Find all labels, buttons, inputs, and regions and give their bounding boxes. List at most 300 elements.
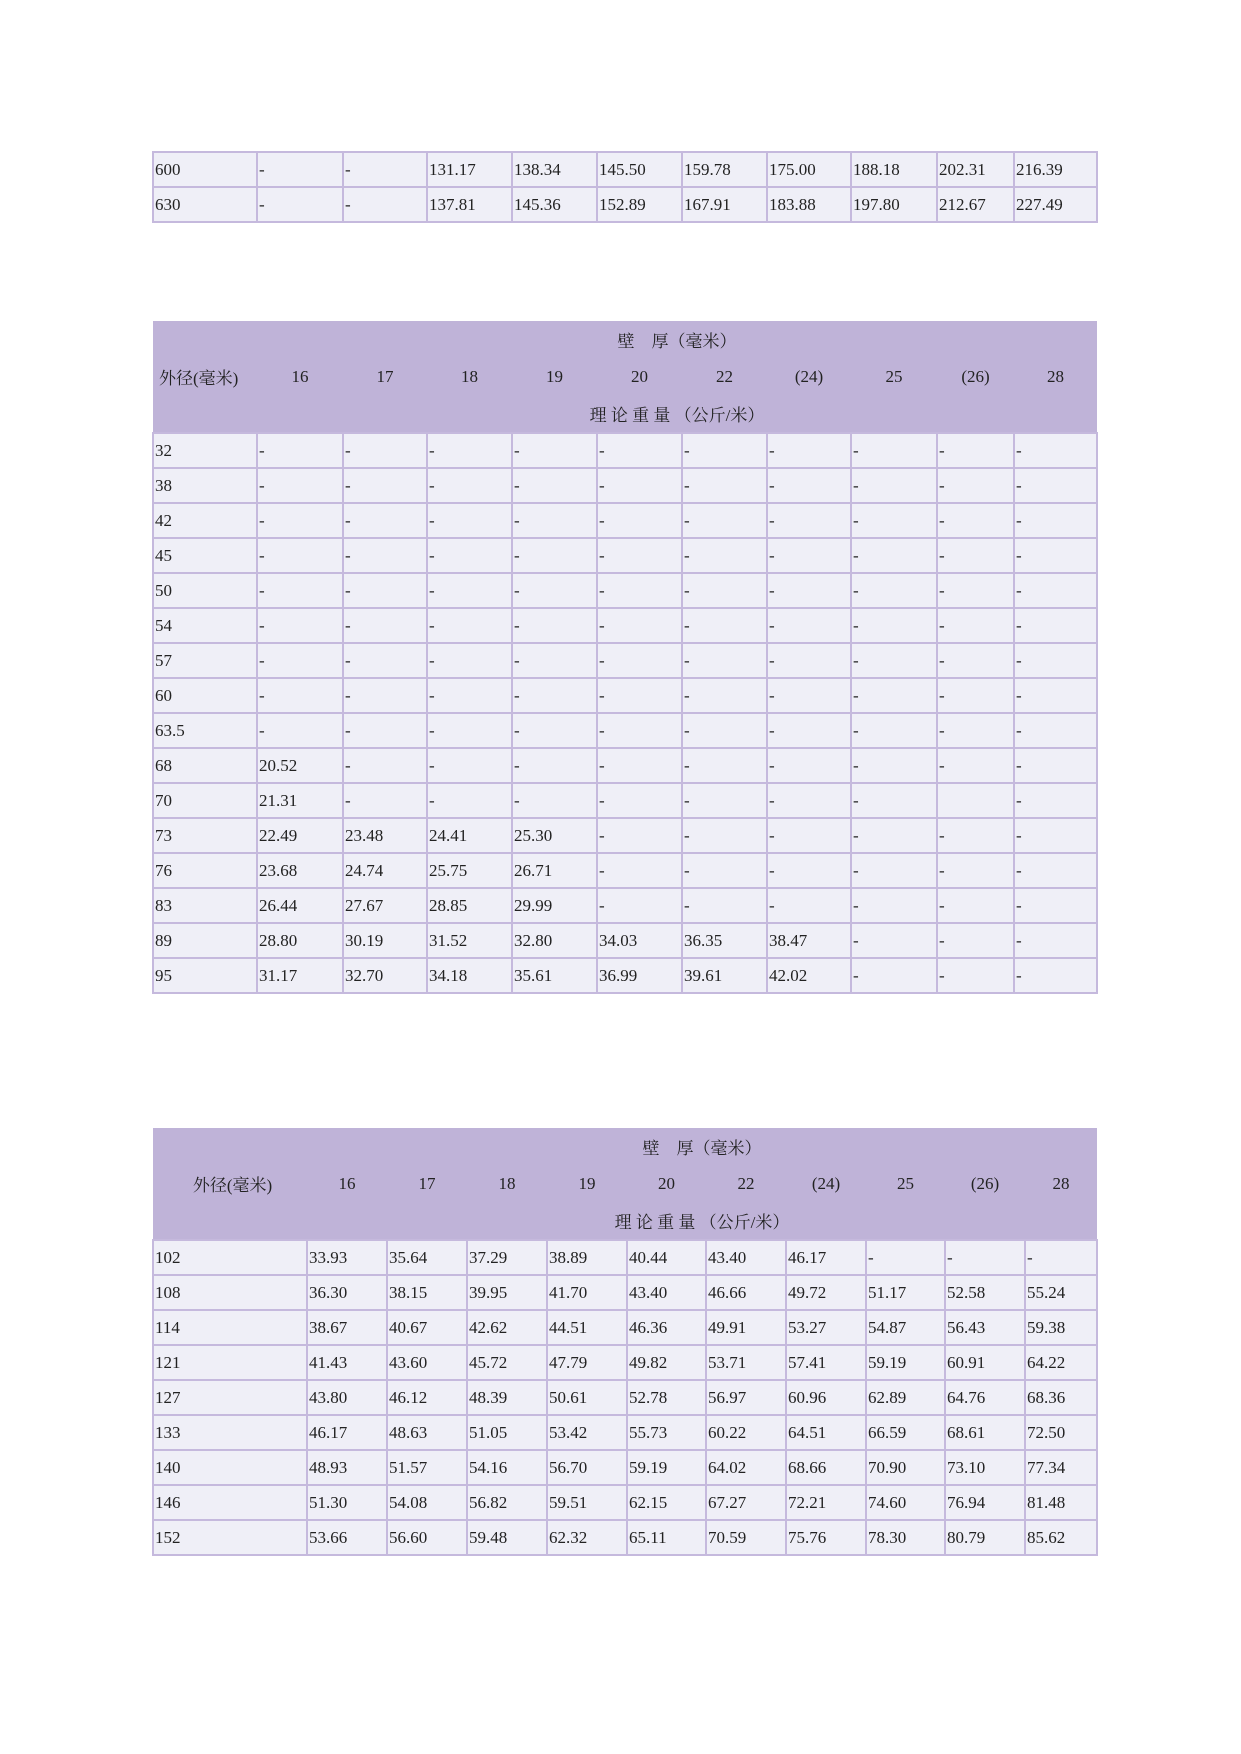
weight-cell: - <box>682 853 767 888</box>
weight-cell: 72.50 <box>1025 1415 1097 1450</box>
weight-cell: - <box>512 678 597 713</box>
outer-diameter-cell: 133 <box>153 1415 307 1450</box>
weight-cell: 40.44 <box>627 1240 706 1275</box>
outer-diameter-cell: 114 <box>153 1310 307 1345</box>
weight-cell: 49.82 <box>627 1345 706 1380</box>
weight-cell: - <box>1014 538 1097 573</box>
weight-cell: 42.62 <box>467 1310 547 1345</box>
outer-diameter-cell: 32 <box>153 433 257 468</box>
weight-cell: - <box>851 783 937 818</box>
weight-cell: 54.08 <box>387 1485 467 1520</box>
outer-diameter-cell: 38 <box>153 468 257 503</box>
weight-cell: - <box>1014 503 1097 538</box>
weight-cell: 46.66 <box>706 1275 786 1310</box>
weight-cell: - <box>512 608 597 643</box>
weight-cell: - <box>682 748 767 783</box>
weight-cell: - <box>1014 748 1097 783</box>
weight-cell: 70.90 <box>866 1450 945 1485</box>
weight-cell: 72.21 <box>786 1485 866 1520</box>
weight-cell: - <box>937 888 1014 923</box>
weight-cell: 32.80 <box>512 923 597 958</box>
weight-cell: - <box>597 468 682 503</box>
weight-cell: 131.17 <box>427 152 512 187</box>
weight-cell: 29.99 <box>512 888 597 923</box>
weight-cell: 212.67 <box>937 187 1014 222</box>
weight-cell: 76.94 <box>945 1485 1025 1520</box>
weight-cell: - <box>343 152 427 187</box>
weight-cell: - <box>597 643 682 678</box>
weight-cell: 68.66 <box>786 1450 866 1485</box>
weight-cell: 24.41 <box>427 818 512 853</box>
outer-diameter-cell: 76 <box>153 853 257 888</box>
weight-cell: 46.12 <box>387 1380 467 1415</box>
weight-cell: 56.82 <box>467 1485 547 1520</box>
outer-diameter-cell: 60 <box>153 678 257 713</box>
weight-cell: 227.49 <box>1014 187 1097 222</box>
weight-cell: 47.79 <box>547 1345 627 1380</box>
weight-cell: - <box>512 713 597 748</box>
outer-diameter-cell: 68 <box>153 748 257 783</box>
weight-cell: 183.88 <box>767 187 851 222</box>
weight-cell: 28.85 <box>427 888 512 923</box>
table-row <box>153 1240 1097 1275</box>
weight-cell: 57.41 <box>786 1345 866 1380</box>
weight-cell: - <box>1014 468 1097 503</box>
weight-cell: 145.36 <box>512 187 597 222</box>
weight-cell: 138.34 <box>512 152 597 187</box>
weight-cell: - <box>1014 713 1097 748</box>
outer-diameter-cell: 73 <box>153 818 257 853</box>
weight-cell: 152.89 <box>597 187 682 222</box>
thickness-header: 20 <box>627 1165 706 1202</box>
weight-cell: 78.30 <box>866 1520 945 1555</box>
weight-cell: - <box>937 573 1014 608</box>
weight-cell: - <box>427 538 512 573</box>
weight-cell: 75.76 <box>786 1520 866 1555</box>
table-row <box>153 187 1097 222</box>
weight-cell: 25.30 <box>512 818 597 853</box>
weight-cell: - <box>597 888 682 923</box>
weight-cell: - <box>851 573 937 608</box>
weight-cell: 197.80 <box>851 187 937 222</box>
weight-cell: 23.68 <box>257 853 343 888</box>
table-row <box>153 538 1097 573</box>
weight-cell: - <box>427 678 512 713</box>
weight-cell: - <box>343 538 427 573</box>
weight-cell: 42.02 <box>767 958 851 993</box>
weight-cell: 26.44 <box>257 888 343 923</box>
weight-cell: - <box>597 853 682 888</box>
weight-cell: - <box>851 748 937 783</box>
weight-cell: 64.02 <box>706 1450 786 1485</box>
weight-cell: 49.72 <box>786 1275 866 1310</box>
outer-diameter-cell: 630 <box>153 187 257 222</box>
weight-cell: 74.60 <box>866 1485 945 1520</box>
weight-cell: - <box>257 713 343 748</box>
weight-cell: 41.43 <box>307 1345 387 1380</box>
weight-cell: - <box>937 643 1014 678</box>
weight-cell: 51.05 <box>467 1415 547 1450</box>
weight-cell: - <box>597 678 682 713</box>
weight-cell: - <box>512 538 597 573</box>
thickness-header: (26) <box>945 1165 1025 1202</box>
thickness-header: 22 <box>706 1165 786 1202</box>
weight-cell: 38.67 <box>307 1310 387 1345</box>
weight-cell: - <box>851 923 937 958</box>
weight-cell: - <box>512 433 597 468</box>
weight-cell: 34.18 <box>427 958 512 993</box>
weight-cell: - <box>851 853 937 888</box>
weight-cell: 37.29 <box>467 1240 547 1275</box>
weight-cell: - <box>851 468 937 503</box>
thickness-header: 25 <box>851 358 937 395</box>
weight-cell: - <box>343 748 427 783</box>
table-row <box>153 608 1097 643</box>
weight-table-od-102-152 <box>152 1128 1098 1556</box>
weight-cell: - <box>427 608 512 643</box>
weight-cell: - <box>512 643 597 678</box>
weight-cell: - <box>427 433 512 468</box>
weight-cell: 70.59 <box>706 1520 786 1555</box>
weight-cell: 26.71 <box>512 853 597 888</box>
weight-cell: - <box>1014 643 1097 678</box>
weight-cell: 32.70 <box>343 958 427 993</box>
weight-cell: - <box>1014 958 1097 993</box>
header-unit-row <box>153 1202 1097 1240</box>
weight-cell: 52.58 <box>945 1275 1025 1310</box>
table-row <box>153 923 1097 958</box>
weight-cell: 24.74 <box>343 853 427 888</box>
weight-cell: 40.67 <box>387 1310 467 1345</box>
thickness-header: 18 <box>467 1165 547 1202</box>
theoretical-weight-label: 理 论 重 量 （公斤/米） <box>257 395 1097 433</box>
weight-cell: 36.35 <box>682 923 767 958</box>
weight-cell: 216.39 <box>1014 152 1097 187</box>
weight-cell: - <box>767 573 851 608</box>
weight-cell: 43.60 <box>387 1345 467 1380</box>
thickness-header: 19 <box>512 358 597 395</box>
weight-cell: - <box>767 678 851 713</box>
weight-cell: - <box>767 538 851 573</box>
weight-cell: - <box>1014 853 1097 888</box>
weight-cell: 35.64 <box>387 1240 467 1275</box>
thickness-header: 16 <box>257 358 343 395</box>
weight-cell: - <box>343 713 427 748</box>
weight-cell: - <box>767 643 851 678</box>
table-row <box>153 1485 1097 1520</box>
weight-cell: - <box>427 503 512 538</box>
weight-cell: 145.50 <box>597 152 682 187</box>
weight-cell: - <box>851 433 937 468</box>
outer-diameter-cell: 102 <box>153 1240 307 1275</box>
weight-cell: - <box>937 748 1014 783</box>
outer-diameter-header: 外径(毫米) <box>153 1165 307 1202</box>
thickness-header: 25 <box>866 1165 945 1202</box>
weight-cell: 51.17 <box>866 1275 945 1310</box>
weight-cell: 46.17 <box>786 1240 866 1275</box>
header-spacer <box>153 1202 307 1240</box>
weight-cell: - <box>945 1240 1025 1275</box>
weight-cell: - <box>427 748 512 783</box>
table-row <box>153 958 1097 993</box>
weight-table-continued <box>152 151 1098 223</box>
weight-cell: 48.63 <box>387 1415 467 1450</box>
weight-cell: - <box>257 187 343 222</box>
weight-cell: 43.40 <box>627 1275 706 1310</box>
weight-cell: - <box>682 433 767 468</box>
outer-diameter-cell: 89 <box>153 923 257 958</box>
weight-cell: 59.38 <box>1025 1310 1097 1345</box>
table-row <box>153 152 1097 187</box>
weight-cell: 31.52 <box>427 923 512 958</box>
weight-cell: 56.60 <box>387 1520 467 1555</box>
weight-cell: - <box>597 503 682 538</box>
header-unit-row <box>153 395 1097 433</box>
weight-cell: 21.31 <box>257 783 343 818</box>
weight-cell: - <box>937 818 1014 853</box>
outer-diameter-cell: 57 <box>153 643 257 678</box>
weight-cell: - <box>767 433 851 468</box>
weight-cell: 64.76 <box>945 1380 1025 1415</box>
weight-cell: 55.24 <box>1025 1275 1097 1310</box>
weight-cell: - <box>682 538 767 573</box>
weight-cell: 30.19 <box>343 923 427 958</box>
weight-cell: 67.27 <box>706 1485 786 1520</box>
weight-cell: - <box>937 538 1014 573</box>
weight-cell: - <box>257 608 343 643</box>
weight-cell: - <box>343 608 427 643</box>
header-title-row <box>153 1128 1097 1165</box>
weight-cell: - <box>257 678 343 713</box>
weight-cell: - <box>851 818 937 853</box>
weight-cell: - <box>767 608 851 643</box>
weight-cell: - <box>512 468 597 503</box>
weight-cell: - <box>257 573 343 608</box>
weight-cell: - <box>1014 783 1097 818</box>
weight-cell: 20.52 <box>257 748 343 783</box>
weight-cell: 68.36 <box>1025 1380 1097 1415</box>
weight-cell: 167.91 <box>682 187 767 222</box>
weight-cell: - <box>937 678 1014 713</box>
header-thickness-row <box>153 1165 1097 1202</box>
table-row <box>153 678 1097 713</box>
weight-cell: 77.34 <box>1025 1450 1097 1485</box>
weight-cell: - <box>851 643 937 678</box>
outer-diameter-cell: 127 <box>153 1380 307 1415</box>
weight-cell: - <box>343 573 427 608</box>
weight-cell: 49.91 <box>706 1310 786 1345</box>
weight-cell: - <box>427 573 512 608</box>
header-spacer <box>153 395 257 433</box>
weight-cell: - <box>767 748 851 783</box>
weight-cell: - <box>1014 888 1097 923</box>
weight-cell: 38.15 <box>387 1275 467 1310</box>
theoretical-weight-label: 理 论 重 量 （公斤/米） <box>307 1202 1097 1240</box>
weight-cell: - <box>343 503 427 538</box>
weight-cell: 68.61 <box>945 1415 1025 1450</box>
outer-diameter-cell: 42 <box>153 503 257 538</box>
weight-cell: - <box>851 958 937 993</box>
weight-cell: - <box>682 678 767 713</box>
weight-cell: - <box>257 538 343 573</box>
weight-cell: - <box>937 853 1014 888</box>
weight-table-od-32-95 <box>152 321 1098 994</box>
weight-cell: - <box>512 748 597 783</box>
thickness-header: 19 <box>547 1165 627 1202</box>
outer-diameter-cell: 121 <box>153 1345 307 1380</box>
weight-cell: 46.36 <box>627 1310 706 1345</box>
wall-thickness-title: 壁 厚（毫米） <box>257 321 1097 358</box>
weight-cell: 51.57 <box>387 1450 467 1485</box>
weight-cell: 54.16 <box>467 1450 547 1485</box>
weight-cell: 62.89 <box>866 1380 945 1415</box>
weight-cell: 48.93 <box>307 1450 387 1485</box>
weight-cell: - <box>937 433 1014 468</box>
thickness-header: 22 <box>682 358 767 395</box>
table-row <box>153 713 1097 748</box>
weight-cell: - <box>427 713 512 748</box>
weight-cell: 25.75 <box>427 853 512 888</box>
weight-cell: 59.51 <box>547 1485 627 1520</box>
weight-cell: - <box>1014 573 1097 608</box>
weight-cell: 38.47 <box>767 923 851 958</box>
weight-cell: - <box>597 713 682 748</box>
weight-cell: 38.89 <box>547 1240 627 1275</box>
table-row <box>153 433 1097 468</box>
outer-diameter-cell: 600 <box>153 152 257 187</box>
weight-cell: - <box>866 1240 945 1275</box>
weight-cell: - <box>682 818 767 853</box>
outer-diameter-cell: 140 <box>153 1450 307 1485</box>
weight-cell: - <box>597 748 682 783</box>
weight-cell: - <box>1014 608 1097 643</box>
weight-cell: - <box>257 643 343 678</box>
weight-cell: 33.93 <box>307 1240 387 1275</box>
weight-cell: - <box>1014 818 1097 853</box>
weight-cell: 44.51 <box>547 1310 627 1345</box>
outer-diameter-cell: 70 <box>153 783 257 818</box>
weight-cell: 62.32 <box>547 1520 627 1555</box>
weight-cell: 56.43 <box>945 1310 1025 1345</box>
weight-cell: 59.48 <box>467 1520 547 1555</box>
weight-cell: 39.95 <box>467 1275 547 1310</box>
weight-cell: - <box>1025 1240 1097 1275</box>
weight-cell: 28.80 <box>257 923 343 958</box>
weight-cell: - <box>682 713 767 748</box>
weight-cell: 62.15 <box>627 1485 706 1520</box>
weight-cell: - <box>851 503 937 538</box>
table-row <box>153 1450 1097 1485</box>
weight-cell: 43.80 <box>307 1380 387 1415</box>
weight-cell: - <box>767 503 851 538</box>
thickness-header: 18 <box>427 358 512 395</box>
weight-cell: - <box>767 888 851 923</box>
thickness-header: (24) <box>767 358 851 395</box>
weight-cell: - <box>851 608 937 643</box>
weight-cell: 56.97 <box>706 1380 786 1415</box>
weight-cell: 53.66 <box>307 1520 387 1555</box>
thickness-header: 28 <box>1014 358 1097 395</box>
weight-cell: - <box>257 433 343 468</box>
table-row <box>153 853 1097 888</box>
weight-cell: 159.78 <box>682 152 767 187</box>
outer-diameter-cell: 54 <box>153 608 257 643</box>
weight-cell: - <box>1014 678 1097 713</box>
weight-cell: 22.49 <box>257 818 343 853</box>
table-row <box>153 1520 1097 1555</box>
weight-cell: - <box>767 783 851 818</box>
weight-cell: - <box>343 678 427 713</box>
weight-cell: - <box>937 608 1014 643</box>
weight-cell: 175.00 <box>767 152 851 187</box>
thickness-header: (24) <box>786 1165 866 1202</box>
weight-cell: - <box>512 503 597 538</box>
table-row <box>153 1415 1097 1450</box>
weight-cell: - <box>767 468 851 503</box>
weight-cell: 59.19 <box>627 1450 706 1485</box>
weight-cell: 36.30 <box>307 1275 387 1310</box>
weight-cell: - <box>851 678 937 713</box>
weight-cell: - <box>682 888 767 923</box>
weight-cell: - <box>682 643 767 678</box>
weight-cell: 39.61 <box>682 958 767 993</box>
weight-cell: 60.96 <box>786 1380 866 1415</box>
weight-cell: 64.51 <box>786 1415 866 1450</box>
header-spacer <box>153 321 257 358</box>
weight-cell: - <box>851 538 937 573</box>
weight-cell: - <box>937 958 1014 993</box>
table-row <box>153 1380 1097 1415</box>
weight-cell: 54.87 <box>866 1310 945 1345</box>
weight-cell: 60.91 <box>945 1345 1025 1380</box>
outer-diameter-cell: 50 <box>153 573 257 608</box>
weight-cell: - <box>937 468 1014 503</box>
table-row <box>153 1310 1097 1345</box>
weight-cell: - <box>512 573 597 608</box>
outer-diameter-cell: 83 <box>153 888 257 923</box>
weight-cell: 27.67 <box>343 888 427 923</box>
weight-cell: 51.30 <box>307 1485 387 1520</box>
weight-cell: 53.42 <box>547 1415 627 1450</box>
weight-cell: - <box>597 608 682 643</box>
weight-cell: - <box>597 783 682 818</box>
table-row <box>153 468 1097 503</box>
weight-cell: 65.11 <box>627 1520 706 1555</box>
weight-cell: - <box>343 187 427 222</box>
thickness-header: (26) <box>937 358 1014 395</box>
weight-cell: 56.70 <box>547 1450 627 1485</box>
outer-diameter-cell: 146 <box>153 1485 307 1520</box>
weight-cell: - <box>257 503 343 538</box>
table-row <box>153 643 1097 678</box>
weight-cell: - <box>597 433 682 468</box>
weight-cell: - <box>851 713 937 748</box>
weight-cell: - <box>1014 433 1097 468</box>
table-row <box>153 748 1097 783</box>
header-thickness-row <box>153 358 1097 395</box>
weight-cell: 46.17 <box>307 1415 387 1450</box>
weight-cell: 80.79 <box>945 1520 1025 1555</box>
outer-diameter-cell: 152 <box>153 1520 307 1555</box>
weight-cell: - <box>343 468 427 503</box>
outer-diameter-header: 外径(毫米) <box>153 358 257 395</box>
weight-cell: - <box>343 433 427 468</box>
weight-cell: - <box>427 783 512 818</box>
weight-cell: - <box>767 853 851 888</box>
weight-cell: 137.81 <box>427 187 512 222</box>
weight-cell: - <box>1014 923 1097 958</box>
weight-cell <box>937 783 1014 818</box>
